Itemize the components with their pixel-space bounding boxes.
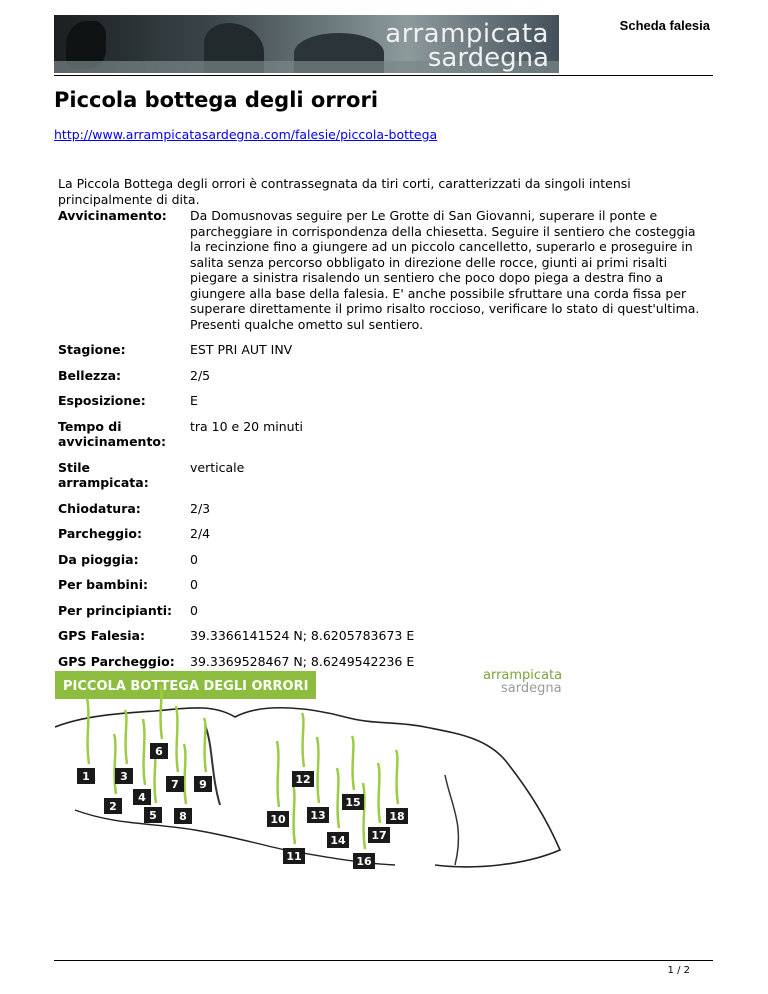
logo-text: sardegna xyxy=(427,43,549,73)
route-tag xyxy=(353,853,375,869)
route-line xyxy=(317,737,319,803)
route-tag xyxy=(292,771,314,787)
route-tag xyxy=(150,743,168,759)
route-tag xyxy=(368,827,390,843)
detail-label: Stagione: xyxy=(58,342,126,357)
route-line xyxy=(143,719,145,785)
crag-crack xyxy=(445,775,459,865)
detail-label: Esposizione: xyxy=(58,393,146,408)
logo-text: arrampicata xyxy=(385,19,549,49)
route-line xyxy=(87,698,89,764)
detail-value: verticale xyxy=(190,459,245,475)
route-number: 12 xyxy=(295,773,311,786)
detail-row xyxy=(58,206,710,340)
route-number: 16 xyxy=(356,855,372,868)
header-banner xyxy=(54,15,559,73)
topo-title-text: PICCOLA BOTTEGA DEGLI ORRORI xyxy=(63,679,309,694)
detail-row xyxy=(58,601,710,627)
detail-value: 0 xyxy=(190,551,198,567)
footer-divider xyxy=(54,960,713,961)
route-tag xyxy=(77,768,95,784)
route-line xyxy=(125,710,127,764)
route-line xyxy=(337,768,339,828)
page-number: 1 / 2 xyxy=(667,965,690,976)
detail-value: E xyxy=(190,393,198,408)
detail-label: Tempo di avvicinamento: xyxy=(58,418,167,449)
route-number: 13 xyxy=(310,809,326,822)
route-line xyxy=(396,750,398,804)
route-line xyxy=(363,783,365,849)
route-number: 14 xyxy=(330,834,346,847)
detail-value: 2/3 xyxy=(190,500,211,516)
detail-row xyxy=(58,340,710,366)
route-line xyxy=(352,736,354,790)
route-number: 6 xyxy=(155,745,163,758)
detail-row xyxy=(58,458,710,499)
route-number: 1 xyxy=(82,770,90,783)
detail-label: Parcheggio: xyxy=(58,526,142,541)
route-number: 18 xyxy=(389,810,405,823)
detail-row xyxy=(58,417,710,458)
route-number: 11 xyxy=(286,850,302,863)
detail-label: Stile arrampicata: xyxy=(58,459,149,490)
detail-value: 2/4 xyxy=(190,526,211,541)
crag-link[interactable]: http://www.arrampicatasardegna.com/falesie/piccola-bottega xyxy=(54,127,438,142)
crag-topo-image xyxy=(55,665,575,895)
route-number: 8 xyxy=(179,810,187,823)
detail-value: tra 10 e 20 minuti xyxy=(190,418,303,434)
route-tag xyxy=(386,808,408,824)
route-tag xyxy=(144,807,162,823)
divider xyxy=(54,75,713,76)
route-tag xyxy=(283,848,305,864)
detail-row xyxy=(58,524,710,550)
detail-value: 0 xyxy=(190,577,198,592)
detail-value: 39.3366141524 N; 8.6205783673 E xyxy=(190,628,415,643)
route-number: 17 xyxy=(371,829,387,842)
route-number: 3 xyxy=(120,770,128,783)
detail-value: EST PRI AUT INV xyxy=(190,342,293,357)
route-line xyxy=(114,734,116,794)
route-tag xyxy=(115,768,133,784)
detail-value: 39.3369528467 N; 8.6249542236 E xyxy=(190,653,415,669)
detail-row xyxy=(58,626,710,652)
detail-row xyxy=(58,499,710,525)
route-number: 9 xyxy=(199,778,207,791)
detail-value: Da Domusnovas seguire per Le Grotte di San Giovanni, superare il ponte e parcheggiare in corrispondenza della chiesetta. Seguire il sentiero che costeggia la recinzione fino a giungere ad un piccolo cancelletto, superarlo e proseguire in salita senza percorso obbligato in direzione delle rocce, giunti ai primi risalti piegare a sinistra risalendo un sentiero che poco dopo piega a destra fino a giungere alla base della falesia. E' anche possibile sfruttare una corda fissa per superare direttamente il primo risalto roccioso, verificare lo stato di quest'ultima. Presenti qualche ometto sul sentiero. xyxy=(190,208,700,332)
route-tag xyxy=(342,794,364,810)
detail-value: 2/5 xyxy=(190,367,211,383)
detail-value: 0 xyxy=(190,602,198,618)
route-tag xyxy=(307,807,329,823)
page-title: Piccola bottega degli orrori xyxy=(54,88,379,112)
detail-label: GPS Falesia: xyxy=(58,628,145,643)
crag-crack xyxy=(205,725,220,805)
detail-label: Da pioggia: xyxy=(58,551,139,567)
route-line xyxy=(378,763,380,823)
route-number: 2 xyxy=(109,800,117,813)
route-tag xyxy=(267,811,289,827)
route-tag xyxy=(327,832,349,848)
route-line xyxy=(176,706,178,772)
detail-label: Bellezza: xyxy=(58,367,122,383)
detail-row xyxy=(58,575,710,601)
route-tag xyxy=(174,808,192,824)
route-number: 7 xyxy=(171,778,179,791)
route-number: 10 xyxy=(270,813,286,826)
detail-label: Avvicinamento: xyxy=(58,208,167,223)
topo-logo: sardegna xyxy=(501,681,562,696)
detail-label: Per principianti: xyxy=(58,602,172,618)
route-line xyxy=(160,685,162,739)
intro-text: La Piccola Bottega degli orrori è contrassegnata da tiri corti, caratterizzati da singoli intensi principalmente di dita. xyxy=(58,176,631,207)
detail-label: Per bambini: xyxy=(58,577,148,592)
route-line xyxy=(277,741,279,807)
route-tag xyxy=(104,798,122,814)
detail-row xyxy=(58,550,710,576)
crag-outline xyxy=(55,708,560,867)
route-line xyxy=(293,784,295,844)
detail-row xyxy=(58,391,710,417)
detail-label: GPS Parcheggio: xyxy=(58,653,175,669)
route-number: 4 xyxy=(138,791,146,804)
section-label: Scheda falesia xyxy=(619,18,710,33)
route-number: 5 xyxy=(149,809,157,822)
route-line xyxy=(204,718,206,772)
detail-label: Chiodatura: xyxy=(58,500,141,516)
detail-row xyxy=(58,366,710,392)
route-tag xyxy=(133,789,151,805)
route-tag xyxy=(166,776,184,792)
route-tag xyxy=(194,776,212,792)
details-table xyxy=(55,206,713,677)
topo-logo: arrampicata xyxy=(483,668,563,683)
route-line xyxy=(302,713,304,767)
route-line xyxy=(184,744,186,804)
route-number: 15 xyxy=(345,796,361,809)
